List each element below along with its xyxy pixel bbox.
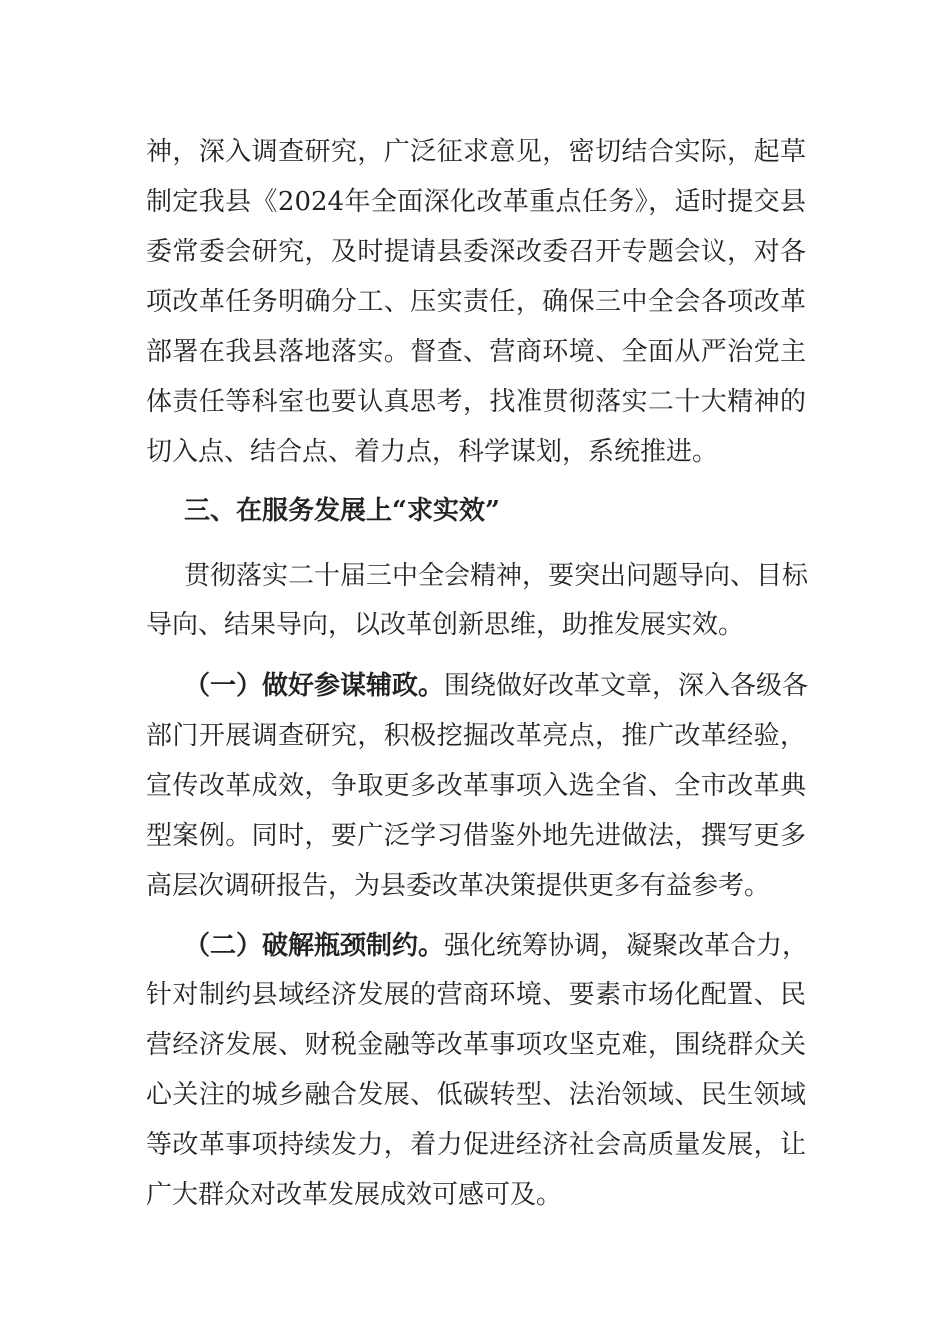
item-title: （一）做好参谋辅政。 [184,671,445,701]
item-first-line [184,922,809,970]
item-first-line-text: 围绕做好改革文章，深入各级各 [444,671,809,701]
paragraph-line: 针对制约县域经济发展的营商环境、要素市场化配置、民 [146,980,806,1010]
paragraph-line: 部门开展调查研究，积极挖掘改革亮点，推广改革经验， [146,721,806,751]
paragraph-line: 部署在我县落地落实。督查、营商环境、全面从严治党主 [146,337,806,367]
paragraph-line: 导向、结果导向，以改革创新思维，助推发展实效。 [146,610,745,640]
paragraph-line: 等改革事项持续发力，着力促进经济社会高质量发展，让 [146,1130,806,1160]
paragraph-line: 营经济发展、财税金融等改革事项攻坚克难，围绕群众关 [146,1030,806,1060]
paragraph-line: 心关注的城乡融合发展、低碳转型、法治领域、民生领域 [146,1080,806,1110]
item-title: （二）破解瓶颈制约。 [184,931,445,961]
paragraph-line: 型案例。同时，要广泛学习借鉴外地先进做法，撰写更多 [146,821,806,851]
paragraph-line: 贯彻落实二十届三中全会精神，要突出问题导向、目标 [184,561,809,591]
paragraph-line: 宣传改革成效，争取更多改革事项入选全省、全市改革典 [146,771,806,801]
paragraph-line: 制定我县《2024年全面深化改革重点任务》，适时提交县 [146,187,806,217]
item-first-line [184,662,809,710]
item-first-line-text: 强化统筹协调，凝聚改革合力， [444,931,809,961]
paragraph-line: 体责任等科室也要认真思考，找准贯彻落实二十大精神的 [146,387,806,417]
section-heading: 三、在服务发展上“求实效” [184,496,500,526]
paragraph-line: 高层次调研报告，为县委改革决策提供更多有益参考。 [146,871,771,901]
paragraph-line: 项改革任务明确分工、压实责任，确保三中全会各项改革 [146,287,806,317]
paragraph-line: 广大群众对改革发展成效可感可及。 [146,1180,563,1210]
paragraph-line: 神，深入调查研究，广泛征求意见，密切结合实际，起草 [146,137,806,167]
paragraph-line: 委常委会研究，及时提请县委深改委召开专题会议，对各 [146,237,806,267]
paragraph-line: 切入点、结合点、着力点，科学谋划，系统推进。 [146,437,719,467]
